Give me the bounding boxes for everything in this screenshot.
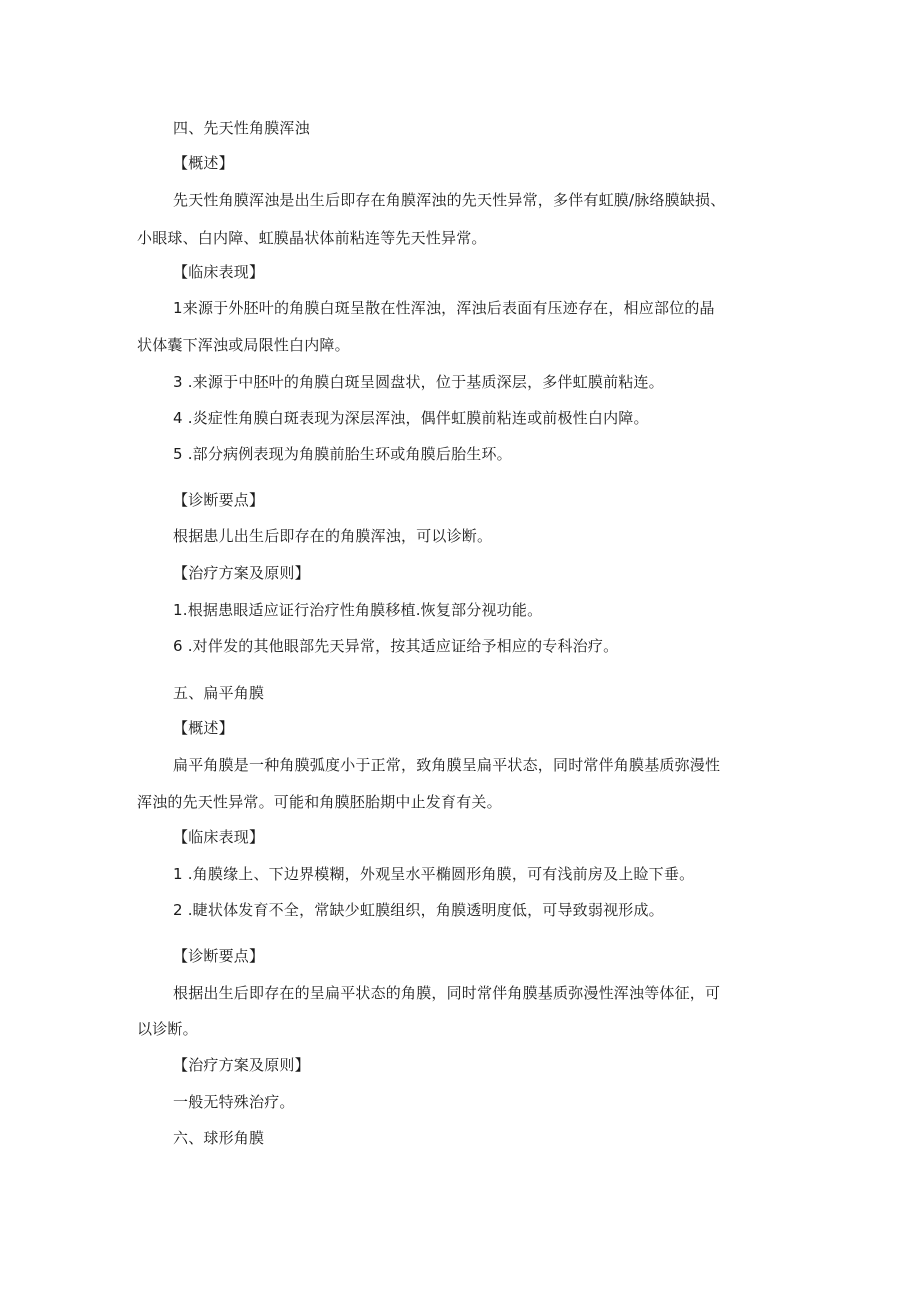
section-5-treatment-title: 【治疗方案及原则】 [173, 1056, 310, 1074]
section-4-treatment-title: 【治疗方案及原则】 [173, 564, 310, 582]
section-4-clinical-item-4: 4 .炎症性角膜白斑表现为深层浑浊，偶伴虹膜前粘连或前极性白内障。 [173, 409, 649, 427]
section-4-heading: 四、先天性角膜浑浊 [173, 119, 310, 137]
section-4-clinical-item-5: 5 .部分病例表现为角膜前胎生环或角膜后胎生环。 [173, 445, 512, 463]
section-5-diagnosis-line-2: 以诊断。 [137, 1020, 198, 1038]
section-5-overview-title: 【概述】 [173, 719, 234, 737]
section-5-overview-line-1: 扁平角膜是一种角膜弧度小于正常，致角膜呈扁平状态，同时常伴角膜基质弥漫性 [173, 756, 721, 774]
section-5-treatment-text: 一般无特殊治疗。 [173, 1093, 295, 1111]
section-4-treatment-item-1: 1.根据患眼适应证行治疗性角膜移植.恢复部分视功能。 [173, 601, 543, 619]
section-4-diagnosis-text: 根据患儿出生后即存在的角膜浑浊，可以诊断。 [173, 527, 493, 545]
section-5-heading: 五、扁平角膜 [173, 684, 265, 702]
section-5-clinical-item-2: 2 .睫状体发育不全，常缺少虹膜组织，角膜透明度低，可导致弱视形成。 [173, 901, 664, 919]
section-4-clinical-title: 【临床表现】 [173, 263, 265, 281]
section-5-clinical-item-1: 1 .角膜缘上、下边界模糊，外观呈水平椭圆形角膜，可有浅前房及上睑下垂。 [173, 865, 695, 883]
section-4-overview-line-2: 小眼球、白内障、虹膜晶状体前粘连等先天性异常。 [137, 229, 487, 247]
section-4-diagnosis-title: 【诊断要点】 [173, 491, 265, 509]
section-5-clinical-title: 【临床表现】 [173, 828, 265, 846]
section-4-overview-line-1: 先天性角膜浑浊是出生后即存在角膜浑浊的先天性异常，多伴有虹膜/脉络膜缺损、 [173, 191, 726, 209]
section-4-clinical-item-3: 3 .来源于中胚叶的角膜白斑呈圆盘状，位于基质深层，多伴虹膜前粘连。 [173, 373, 664, 391]
section-5-diagnosis-title: 【诊断要点】 [173, 947, 265, 965]
section-4-clinical-item-1-line-1: 1来源于外胚叶的角膜白斑呈散在性浑浊，浑浊后表面有压迹存在，相应部位的晶 [173, 299, 715, 317]
section-4-overview-title: 【概述】 [173, 154, 234, 172]
section-5-overview-line-2: 浑浊的先天性异常。可能和角膜胚胎期中止发育有关。 [137, 793, 502, 811]
section-4-treatment-item-6: 6 .对伴发的其他眼部先天异常，按其适应证给予相应的专科治疗。 [173, 637, 619, 655]
section-5-diagnosis-line-1: 根据出生后即存在的呈扁平状态的角膜，同时常伴角膜基质弥漫性浑浊等体征，可 [173, 984, 721, 1002]
section-4-clinical-item-1-line-2: 状体囊下浑浊或局限性白内障。 [137, 336, 350, 354]
section-6-heading: 六、球形角膜 [173, 1129, 265, 1147]
